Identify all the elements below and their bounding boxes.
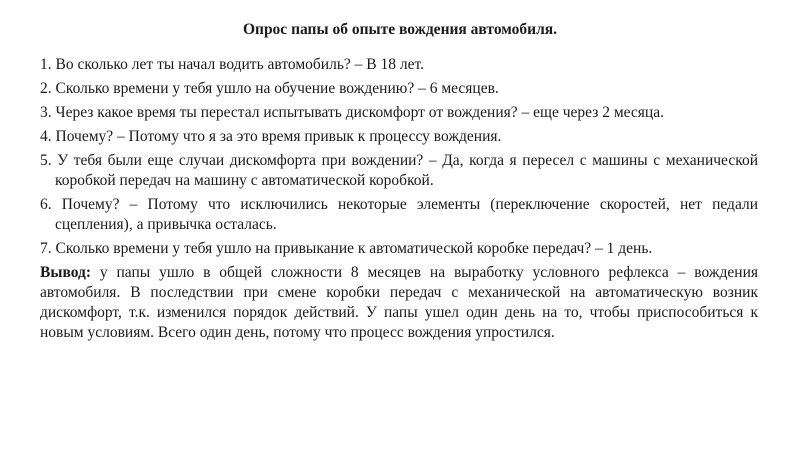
document-body [40,55,758,343]
conclusion-paragraph [40,263,758,343]
question-item-7: 7. Сколько времени у тебя ушло на привыкание к автоматической коробке передач? – 1 день. [40,240,653,257]
question-item-4: 4. Почему? – Потому что я за это время привык к процессу вождения. [40,128,502,145]
question-item-2: 2. Сколько времени у тебя ушло на обучение вождению? – 6 месяцев. [40,80,499,97]
document-title: Опрос папы об опыте вождения автомобиля. [242,21,558,38]
question-item-6: 6. Почему? – Потому что исключились некоторые элементы (переключение скоростей, нет педали сцепления), а привычка осталась. [40,196,758,233]
question-item-3: 3. Через какое время ты перестал испытывать дискомфорт от вождения? – еще через 2 месяца. [40,104,664,121]
conclusion-text: у папы ушло в общей сложности 8 месяцев на выработку условного рефлекса – вождения автомобиля. В последствии при смене коробки передач с механической на автоматическую возник дискомфорт, т.к. изменился порядок действий. У папы ушел один день на то, чтобы приспособиться к новым условиям. Всего один день, потому что процесс вождения упростился. [40,264,758,341]
question-item-1: 1. Во сколько лет ты начал водить автомобиль? – В 18 лет. [40,56,424,73]
question-item-5: 5. У тебя были еще случаи дискомфорта при вождении? – Да, когда я пересел с машины с механической коробкой передач на машину с автоматической коробкой. [40,152,758,189]
conclusion-label: Вывод: [40,264,92,281]
